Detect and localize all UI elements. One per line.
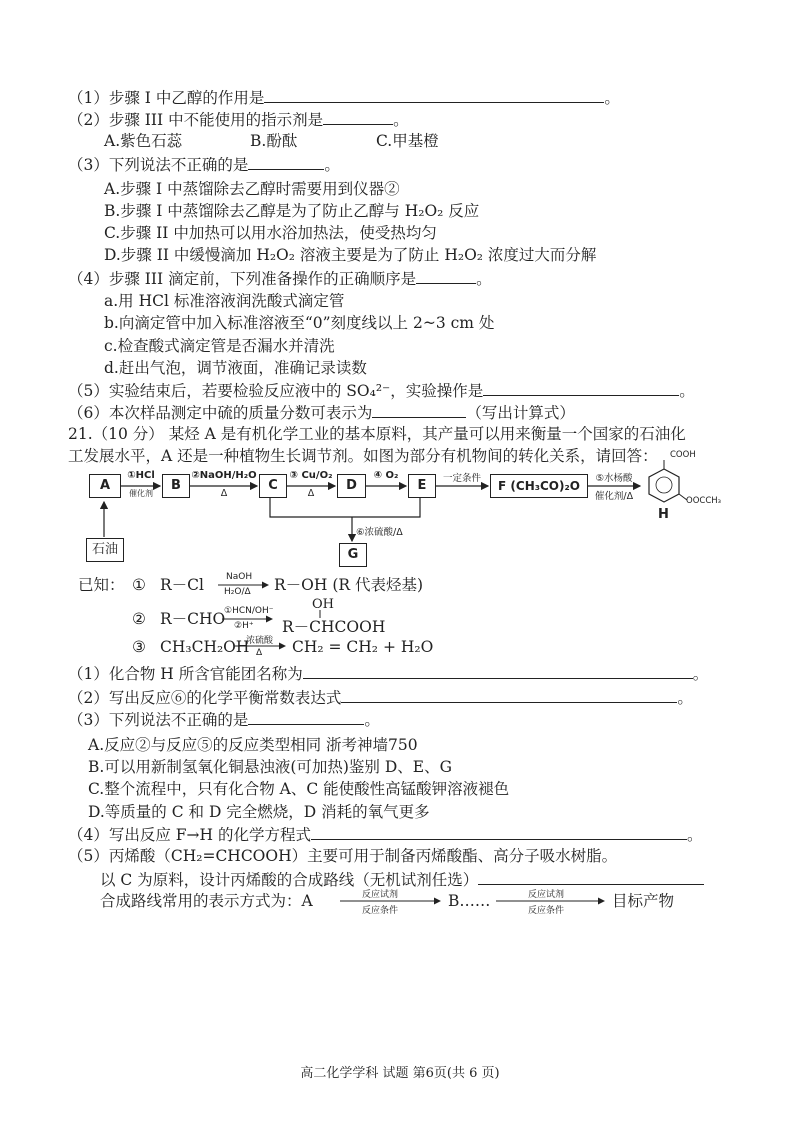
route-condition-2: 反应条件 <box>528 906 565 916</box>
reaction-2-reagent: ②NaOH/H₂O <box>191 470 257 481</box>
route-reagent-2: 反应试剂 <box>528 890 565 900</box>
reaction-3-reagent: ③ Cu/O₂ <box>289 470 333 481</box>
q20-part4-text: （4）步骤 III 滴定前，下列准备操作的正确顺序是 <box>68 270 417 288</box>
period: 。 <box>679 382 695 400</box>
reaction-1-condition: 催化剂 <box>129 489 153 498</box>
reaction-5-condition: 一定条件 <box>442 473 481 484</box>
known-3-reagent: 浓硫酸 <box>246 636 274 646</box>
benzene-circle <box>656 477 672 493</box>
q21-heading-1: 21.（10 分） 某烃 A 是有机化学工业的基本原料，其产量可以用来衡量一个国家的石油化 <box>68 425 686 443</box>
q21-part3 <box>68 708 380 731</box>
known-1-reactant: R－Cl <box>160 576 204 594</box>
q20-p3-option: A.步骤 I 中蒸馏除去乙醇时需要用到仪器② <box>104 180 400 198</box>
q21-p3-option: B.可以用新制氢氧化铜悬浊液(可加热)鉴别 D、E、G <box>88 758 452 776</box>
compound-c: C <box>259 474 287 498</box>
route-middle: B…… <box>448 892 491 910</box>
petroleum: 石油 <box>86 538 124 562</box>
q20-option-b: B.酚酞 <box>250 132 298 150</box>
period: 。 <box>393 111 409 129</box>
known-1-condition: H₂O/Δ <box>224 587 251 597</box>
q20-p3-option: D.步骤 II 中缓慢滴加 H₂O₂ 溶液主要是为了防止 H₂O₂ 浓度过大而分解 <box>104 246 597 264</box>
q21-part2-text: （2）写出反应⑥的化学平衡常数表达式 <box>68 689 342 707</box>
q21-part2 <box>68 686 693 709</box>
route-condition-1: 反应条件 <box>362 906 399 916</box>
q20-p4-step: d.赶出气泡，调节液面，准确记录读数 <box>104 359 367 377</box>
q20-p4-step: c.检查酸式滴定管是否漏水并清洗 <box>104 337 335 355</box>
known-3-num: ③ <box>132 638 146 656</box>
reaction-4-reagent: ④ O₂ <box>373 470 399 481</box>
reaction-7-condition: ⑥浓硫酸/Δ <box>356 527 403 538</box>
compound-g: G <box>339 543 367 567</box>
q20-part5-text: （5）实验结束后，若要检验反应液中的 SO₄²⁻，实验操作是 <box>68 382 484 400</box>
period: 。 <box>364 711 380 729</box>
q21-p3-option: D.等质量的 C 和 D 完全燃烧，D 消耗的氧气更多 <box>88 803 430 821</box>
q21-heading-2: 工发展水平，A 还是一种植物生长调节剂。如图为部分有机物间的转化关系，请回答： <box>68 447 658 465</box>
q21-part5b <box>100 868 704 891</box>
compound-h-label: H <box>658 507 669 522</box>
answer-blank[interactable] <box>303 662 693 679</box>
reaction-6-reagent: ⑤水杨酸 <box>595 473 633 484</box>
route-target: 目标产物 <box>612 892 675 910</box>
period: 。 <box>324 156 340 174</box>
known-1-num: ① <box>132 576 146 594</box>
known-2-product: R－CHCOOH <box>282 618 386 636</box>
bracket-c-e <box>270 497 420 517</box>
h-cooh-group: COOH <box>670 450 696 460</box>
reaction-6-condition: 催化剂/Δ <box>594 491 634 502</box>
q20-p4-step: b.向滴定管中加入标准溶液至“0”刻度线以上 2~3 cm 处 <box>104 314 495 332</box>
period: 。 <box>677 689 693 707</box>
q20-p3-option: B.步骤 I 中蒸馏除去乙醇是为了防止乙醇与 H₂O₂ 反应 <box>104 202 480 220</box>
q21-part5b-text: 以 C 为原料，设计丙烯酸的合成路线（无机试剂任选） <box>100 871 479 889</box>
known-2-num: ② <box>132 610 146 628</box>
compound-d: D <box>337 474 366 498</box>
q20-option-a: A.紫色石蕊 <box>104 132 183 150</box>
known-1-product: R－OH (R 代表烃基) <box>274 576 424 594</box>
q20-part2-text: （2）步骤 III 中不能使用的指示剂是 <box>68 111 324 129</box>
known-2-reactant: R－CHO <box>160 610 226 628</box>
q21-p3-option: A.反应②与反应⑤的反应类型相同 浙考神墙750 <box>88 736 418 754</box>
reaction-2-condition: Δ <box>220 488 228 499</box>
period: 。 <box>692 665 709 683</box>
known-3-product: CH₂ = CH₂ + H₂O <box>292 638 434 656</box>
reaction-1-reagent: ①HCl <box>127 470 155 481</box>
period: 。 <box>604 89 620 107</box>
known-2-reagent: ①HCN/OH⁻ <box>224 606 274 616</box>
q21-part4-text: （4）写出反应 F→H 的化学方程式 <box>68 826 311 844</box>
period: 。 <box>686 826 703 844</box>
answer-blank[interactable] <box>341 686 677 703</box>
q21-part1-text: （1）化合物 H 所含官能团名称为 <box>68 665 303 683</box>
benzene-ring <box>649 469 679 502</box>
q21-part5: （5）丙烯酸（CH₂=CHCOOH）主要可用于制备丙烯酸酯、高分子吸水树脂。 <box>68 847 618 865</box>
known-title: 已知： <box>78 576 125 594</box>
period: 。 <box>476 270 492 288</box>
route-reagent-1: 反应试剂 <box>362 890 399 900</box>
q21-part4 <box>68 823 703 846</box>
compound-b: B <box>162 474 190 498</box>
q20-part6-text: （6）本次样品测定中硫的质量分数可表示为 <box>68 404 373 422</box>
q20-part3-text: （3）下列说法不正确的是 <box>68 156 249 174</box>
answer-blank[interactable] <box>248 708 364 725</box>
q21-part1 <box>68 662 708 685</box>
route-start: 合成路线常用的表示方式为：A <box>100 892 313 910</box>
answer-blank[interactable] <box>311 823 687 840</box>
compound-e: E <box>408 474 436 498</box>
known-3-condition: Δ <box>256 648 263 658</box>
compound-f: F (CH₃CO)₂O <box>490 474 588 498</box>
h-ester-group: OOCCH₃ <box>686 496 722 506</box>
q21-part3-text: （3）下列说法不正确的是 <box>68 711 249 729</box>
q20-part1-text: （1）步骤 I 中乙醇的作用是 <box>68 89 265 107</box>
reaction-3-condition: Δ <box>307 488 315 499</box>
known-2-oh: OH <box>312 597 334 612</box>
known-2-condition: ②H⁺ <box>234 621 254 631</box>
q20-p4-step: a.用 HCl 标准溶液润洗酸式滴定管 <box>104 292 345 310</box>
known-3-reactant: CH₃CH₂OH <box>160 638 250 656</box>
q20-option-c: C.甲基橙 <box>376 132 439 150</box>
known-1-reagent: NaOH <box>226 572 253 582</box>
answer-blank[interactable] <box>478 868 704 885</box>
note: （写出计算式） <box>466 404 575 422</box>
page-footer: 高二化学学科 试题 第6页(共 6 页) <box>300 1066 500 1081</box>
compound-a: A <box>89 474 121 498</box>
q20-p3-option: C.步骤 II 中加热可以用水浴加热法，使受热均匀 <box>104 224 437 242</box>
q21-p3-option: C.整个流程中，只有化合物 A、C 能使酸性高锰酸钾溶液褪色 <box>88 780 510 798</box>
